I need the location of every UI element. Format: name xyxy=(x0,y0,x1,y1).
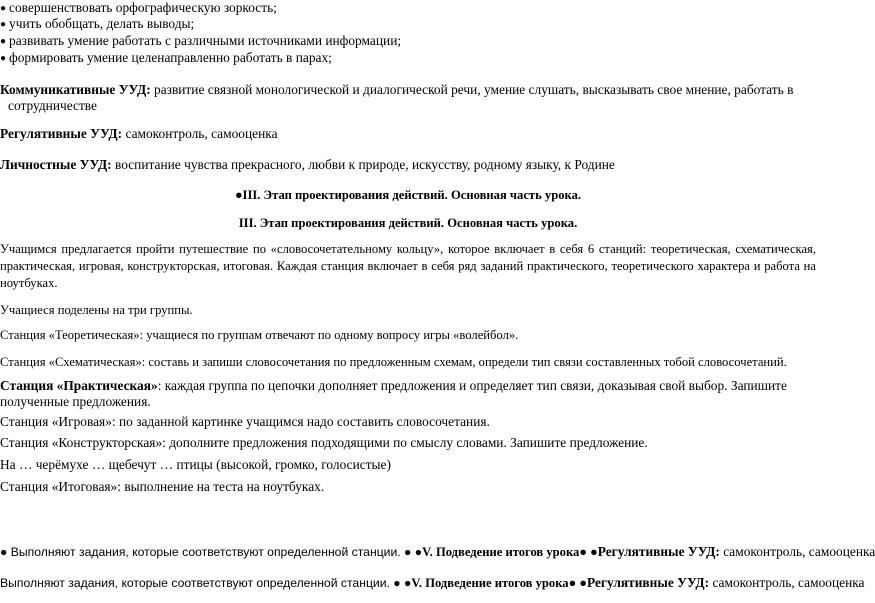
station-practice-label: Станция «Практическая» xyxy=(0,378,158,393)
list-item-text: совершенствовать орфографическую зоркость; xyxy=(9,0,277,15)
station-theory: Станция «Теоретическая»: учащиеся по группам отвечают по одному вопросу игры «волейбол». xyxy=(0,328,519,342)
list-item-text: учить обобщать, делать выводы; xyxy=(9,16,195,31)
footer-line xyxy=(0,575,865,591)
regulatory-uud-text: самоконтроль, самооценка xyxy=(122,126,278,141)
station-game: Станция «Игровая»: по заданной картинке учащимся надо составить словосочетания. xyxy=(0,414,490,429)
bullet-icon: ● xyxy=(0,53,7,64)
list-item xyxy=(0,50,816,68)
communicative-uud-continuation: сотрудничестве xyxy=(8,98,97,113)
station-construct: Станция «Конструкторская»: дополните предложения подходящими по смыслу словами. Запишите предложение. xyxy=(0,435,648,450)
list-item-text: развивать умение работать с различными источниками информации; xyxy=(9,33,402,48)
footer-stage-title: V. Подведение итогов урока xyxy=(411,576,569,590)
communicative-uud xyxy=(0,82,816,98)
regulatory-uud-label: Регулятивные УУД: xyxy=(0,126,123,141)
personal-uud-text: воспитание чувства прекрасного, любви к природе, искусству, родному языку, к Родине xyxy=(111,157,615,172)
footer-bullets: ● ● xyxy=(579,545,598,559)
personal-uud xyxy=(0,157,816,173)
footer-bullets: ● ● xyxy=(568,576,587,590)
footer-regulatory-text: самоконтроль, самооценка xyxy=(719,544,875,559)
footer-line xyxy=(0,544,875,560)
communicative-uud-text: развитие связной монологической и диалогической речи, умение слушать, высказывать свое мнение, работать в xyxy=(150,82,794,97)
example-sentence: На … черёмухе … щебечут … птицы (высокой, громко, голосистые) xyxy=(0,457,391,472)
personal-uud-label: Личностные УУД: xyxy=(0,157,112,172)
station-practice-text: : каждая группа по цепочки дополняет предложения и определяет тип связи, доказывая свой выбор. Запишите xyxy=(157,378,787,393)
footer-regulatory-text: самоконтроль, самооценка xyxy=(709,575,865,590)
list-item xyxy=(0,16,816,34)
footer-stage-title: V. Подведение итогов урока xyxy=(422,545,580,559)
regulatory-uud xyxy=(0,126,816,142)
list-item xyxy=(0,33,816,51)
intro-paragraph: Учащимся предлагается пройти путешествие по «словосочетательному кольцу», которое включает в себя 6 станций: теоретическая, схематическая, практическая, игровая, конструкторская, итоговая. Каждая станция включает в себя ряд заданий практического, теоретического характера и работа на ноутбуках. xyxy=(0,242,816,290)
communicative-uud-label: Коммуникативные УУД: xyxy=(0,82,151,97)
footer-lead-text: ● Выполняют задания, которые соответствуют определенной станции. ● ● xyxy=(0,545,423,559)
station-practice-continuation: полученные предложения. xyxy=(0,394,151,409)
stage-heading: III. Этап проектирования действий. Основная часть урока. xyxy=(238,216,578,230)
stage-heading: ●III. Этап проектирования действий. Основная часть урока. xyxy=(234,188,582,202)
list-item-text: формировать умение целенаправленно работать в парах; xyxy=(9,50,332,65)
station-practice xyxy=(0,378,816,394)
station-final: Станция «Итоговая»: выполнение на теста на ноутбуках. xyxy=(0,479,325,494)
groups-text: Учащиеся поделены на три группы. xyxy=(0,303,193,317)
bullet-icon: ● xyxy=(0,3,7,14)
footer-regulatory-label: Регулятивные УУД: xyxy=(597,544,720,559)
bullet-icon: ● xyxy=(0,19,7,30)
bullet-icon: ● xyxy=(0,36,7,47)
footer-lead-text: Выполняют задания, которые соответствуют определенной станции. ● ● xyxy=(0,576,412,590)
station-schema: Станция «Схематическая»: составь и запиши словосочетания по предложенным схемам, определи тип связи составленных тобой словосочетаний. xyxy=(0,355,787,369)
footer-regulatory-label: Регулятивные УУД: xyxy=(586,575,710,590)
